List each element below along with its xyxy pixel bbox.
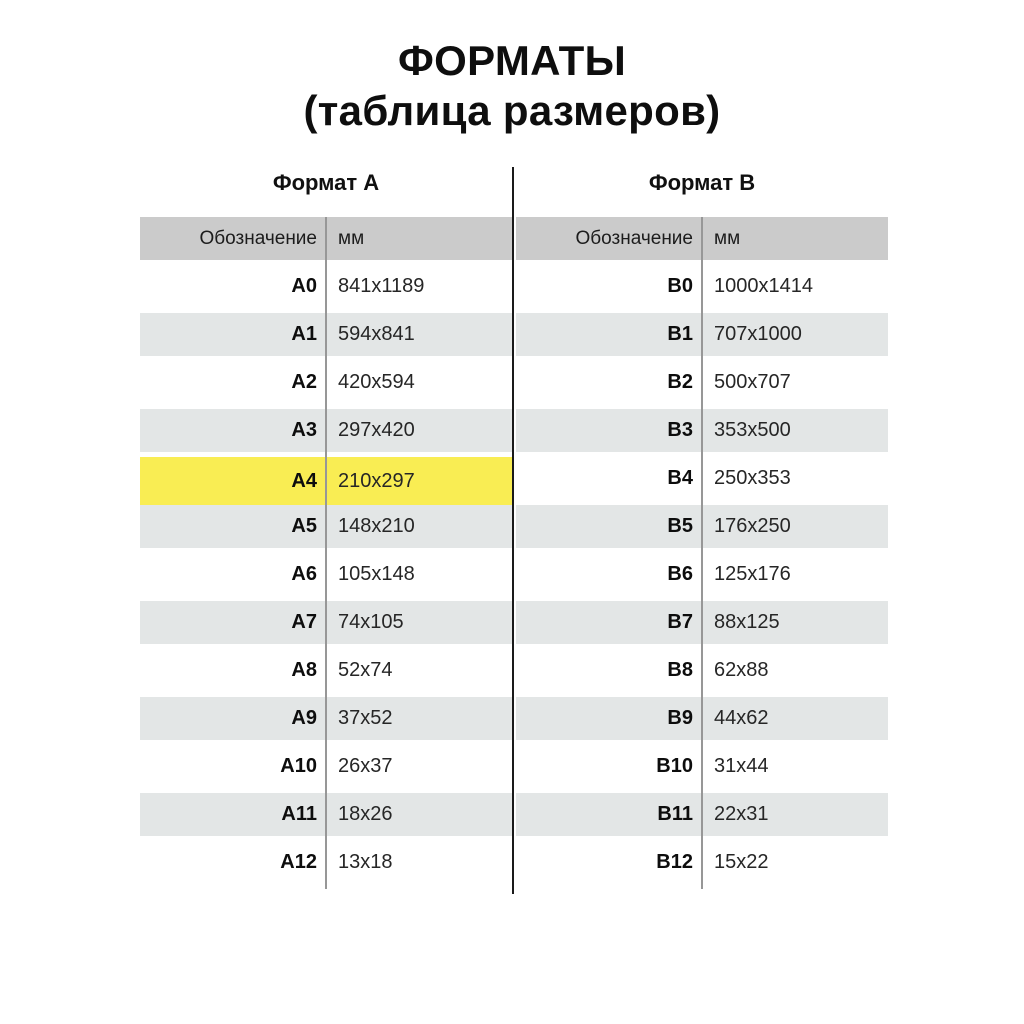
format-designation: B4: [667, 467, 693, 489]
format-size-mm: 62x88: [714, 659, 769, 681]
format-designation: B11: [657, 803, 693, 825]
format-designation: A11: [281, 803, 317, 825]
title-line-2: (таблица размеров): [303, 87, 721, 134]
format-designation: B6: [667, 563, 693, 585]
format-b-heading: Формат B: [648, 170, 756, 195]
format-size-mm: 22x31: [714, 803, 769, 825]
format-size-mm: 210x297: [338, 469, 415, 492]
title-line-1: ФОРМАТЫ: [397, 37, 627, 84]
format-b-column-separator: [701, 217, 703, 889]
format-size-mm: 1000x1414: [714, 275, 813, 297]
column-header-mm: мм: [338, 227, 365, 249]
format-designation: A6: [291, 563, 317, 585]
format-size-mm: 88x125: [714, 611, 780, 633]
format-size-mm: 176x250: [714, 515, 791, 537]
format-size-mm: 74x105: [338, 611, 404, 633]
format-designation: A7: [291, 611, 317, 633]
format-size-mm: 594x841: [338, 323, 415, 345]
format-designation: B2: [667, 371, 693, 393]
format-designation: B1: [667, 323, 693, 345]
format-a-heading: Формат А: [272, 170, 380, 195]
format-size-mm: 297x420: [338, 419, 415, 441]
column-header-designation: Обозначение: [199, 227, 317, 249]
format-size-mm: 105x148: [338, 563, 415, 585]
format-size-mm: 37x52: [338, 707, 393, 729]
format-size-mm: 420x594: [338, 371, 415, 393]
format-designation: A2: [291, 371, 317, 393]
page-title: [0, 36, 1024, 136]
format-size-mm: 125x176: [714, 563, 791, 585]
format-designation: B8: [667, 659, 693, 681]
format-designation: A0: [291, 275, 317, 297]
format-designation: A12: [280, 851, 317, 873]
format-designation: B3: [667, 419, 693, 441]
format-designation: A10: [280, 755, 317, 777]
format-designation: B5: [667, 515, 693, 537]
format-size-mm: 841x1189: [338, 275, 425, 297]
format-designation: B9: [667, 707, 693, 729]
format-designation: B12: [656, 851, 693, 873]
format-designation: A1: [291, 323, 317, 345]
format-size-mm: 500x707: [714, 371, 791, 393]
format-size-mm: 52x74: [338, 659, 393, 681]
format-size-mm: 148x210: [338, 515, 415, 537]
format-designation: A4: [291, 469, 317, 492]
format-size-mm: 18x26: [338, 803, 393, 825]
format-size-mm: 44x62: [714, 707, 769, 729]
format-size-mm: 15x22: [714, 851, 769, 873]
table-divider-line: [512, 167, 514, 894]
column-header-designation: Обозначение: [575, 227, 693, 249]
column-header-mm: мм: [714, 227, 741, 249]
format-a-column-separator: [325, 217, 327, 889]
format-designation: B10: [656, 755, 693, 777]
format-designation: A3: [291, 419, 317, 441]
format-designation: A5: [291, 515, 317, 537]
format-designation: A9: [291, 707, 317, 729]
format-size-mm: 353x500: [714, 419, 791, 441]
format-designation: B7: [667, 611, 693, 633]
format-designation: B0: [667, 275, 693, 297]
format-size-mm: 31x44: [714, 755, 769, 777]
format-size-mm: 707x1000: [714, 323, 802, 345]
format-size-mm: 250x353: [714, 467, 791, 489]
format-size-mm: 26x37: [338, 755, 393, 777]
format-size-mm: 13x18: [338, 851, 393, 873]
format-designation: A8: [291, 659, 317, 681]
